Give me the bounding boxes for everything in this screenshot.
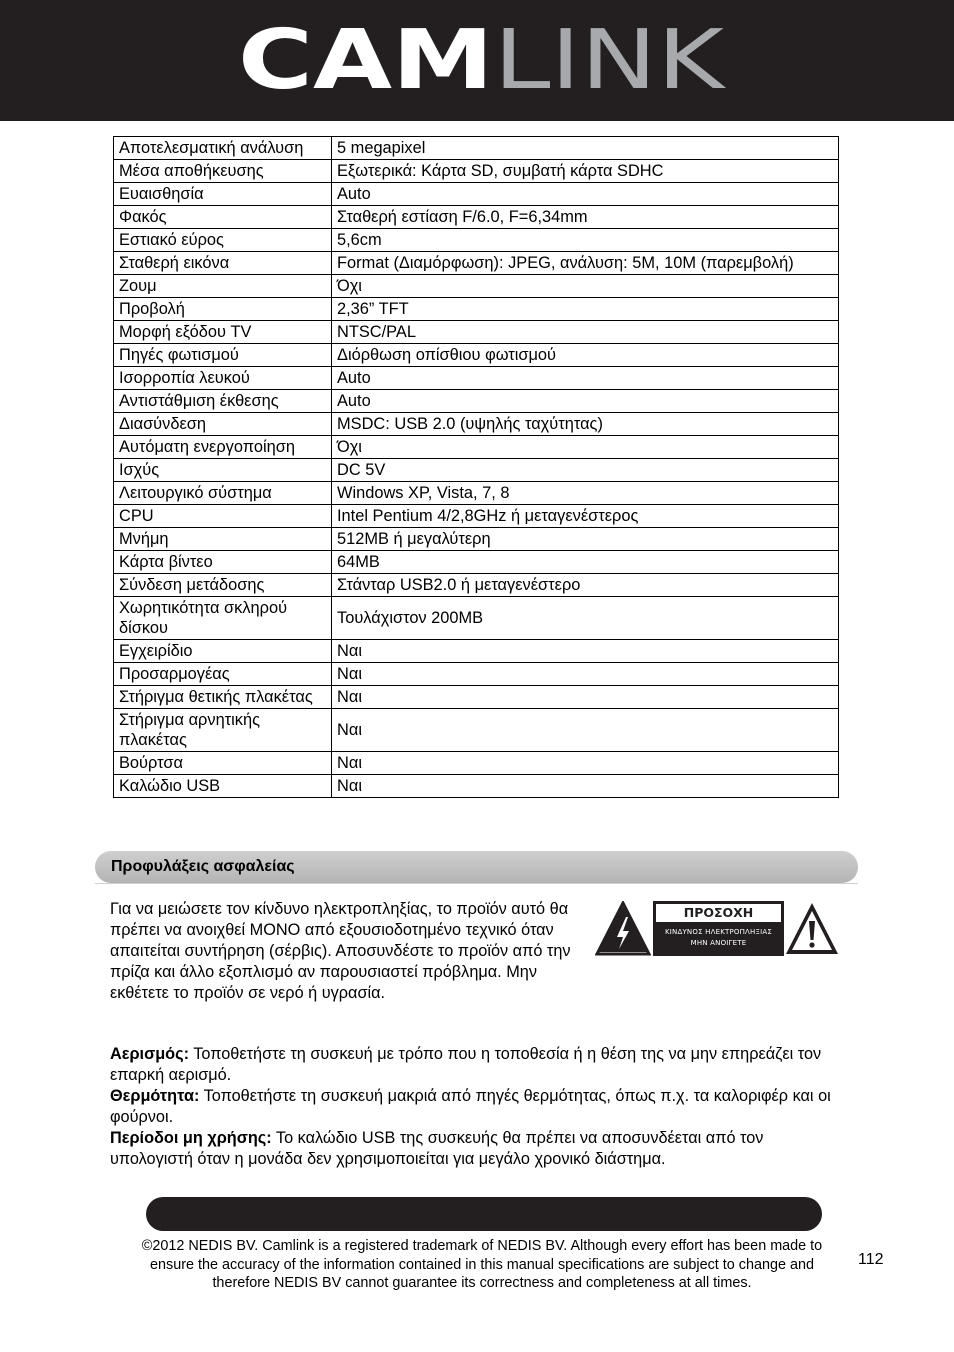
safety-notes <box>110 1044 850 1170</box>
header-band <box>0 0 954 121</box>
spec-label: Λειτουργικό σύστημα <box>114 482 332 505</box>
spec-label: Μορφή εξόδου TV <box>114 321 332 344</box>
spec-row <box>114 367 839 390</box>
spec-value: Format (Διαμόρφωση): JPEG, ανάλυση: 5M, 10M (παρεμβολή) <box>332 252 839 275</box>
spec-value: NTSC/PAL <box>332 321 839 344</box>
spec-label: Διασύνδεση <box>114 413 332 436</box>
spec-label: Στήριγμα αρνητικής πλακέτας <box>114 709 332 752</box>
spec-label: Εστιακό εύρος <box>114 229 332 252</box>
svg-text:CAMLINK <box>238 22 726 98</box>
spec-value: Σταθερή εστίαση F/6.0, F=6,34mm <box>332 206 839 229</box>
spec-label: Χωρητικότητα σκληρού δίσκου <box>114 597 332 640</box>
spec-row <box>114 206 839 229</box>
spec-value: Στάνταρ USB2.0 ή μεταγενέστερο <box>332 574 839 597</box>
spec-value: Auto <box>332 367 839 390</box>
spec-label: Αποτελεσματική ανάλυση <box>114 137 332 160</box>
section-divider <box>95 883 858 884</box>
spec-label: Βούρτσα <box>114 752 332 775</box>
spec-value: Ναι <box>332 775 839 798</box>
spec-value: Ναι <box>332 640 839 663</box>
spec-label: Προσαρμογέας <box>114 663 332 686</box>
spec-label: Ζουμ <box>114 275 332 298</box>
safety-note <box>110 1086 850 1128</box>
spec-row <box>114 459 839 482</box>
spec-label: Ισορροπία λευκού <box>114 367 332 390</box>
spec-value: 512MB ή μεγαλύτερη <box>332 528 839 551</box>
spec-row <box>114 640 839 663</box>
section-header-bar <box>95 851 858 883</box>
specifications-table <box>113 136 839 798</box>
spec-label: Αντιστάθμιση έκθεσης <box>114 390 332 413</box>
footer-copyright: ©2012 NEDIS BV. Camlink is a registered trademark of NEDIS BV. Although every effort has been made to ensure the accuracy of the information contained in this manual specifications are subject to change and therefore NEDIS BV cannot guarantee its correctness and completeness at all times. <box>141 1238 823 1291</box>
spec-label: Ισχύς <box>114 459 332 482</box>
spec-value: Ναι <box>332 752 839 775</box>
spec-label: Μέσα αποθήκευσης <box>114 160 332 183</box>
spec-row <box>114 413 839 436</box>
spec-label: Σύνδεση μετάδοσης <box>114 574 332 597</box>
spec-value: Ναι <box>332 709 839 752</box>
spec-label: Ευαισθησία <box>114 183 332 206</box>
spec-row <box>114 663 839 686</box>
spec-value: DC 5V <box>332 459 839 482</box>
spec-value: Ναι <box>332 663 839 686</box>
spec-value: Ναι <box>332 686 839 709</box>
spec-row <box>114 752 839 775</box>
spec-row <box>114 390 839 413</box>
spec-row <box>114 775 839 798</box>
spec-row <box>114 505 839 528</box>
spec-row <box>114 252 839 275</box>
page-number: 112 <box>858 1251 884 1268</box>
spec-value: Όχι <box>332 436 839 459</box>
safety-note <box>110 1044 850 1086</box>
note-text: Τοποθετήστε τη συσκευή με τρόπο που η τοποθεσία ή η θέση της να μην επηρεάζει τον επαρκή αερισμό. <box>110 1045 822 1084</box>
spec-row <box>114 551 839 574</box>
spec-value: Εξωτερικά: Κάρτα SD, συμβατή κάρτα SDHC <box>332 160 839 183</box>
spec-row <box>114 574 839 597</box>
spec-value: 5 megapixel <box>332 137 839 160</box>
section-title: Προφυλάξεις ασφαλείας <box>111 858 295 875</box>
spec-label: Στήριγμα θετικής πλακέτας <box>114 686 332 709</box>
spec-value: Τουλάχιστον 200MB <box>332 597 839 640</box>
warning-line-2: ΜΗΝ ΑΝΟΙΓΕΤΕ <box>690 939 747 947</box>
spec-value: Όχι <box>332 275 839 298</box>
spec-label: Σταθερή εικόνα <box>114 252 332 275</box>
spec-row <box>114 321 839 344</box>
spec-row <box>114 183 839 206</box>
footer-bar <box>146 1197 822 1231</box>
logo-link: LINK <box>493 22 679 98</box>
logo-cam: CAM <box>238 22 444 98</box>
exclamation-triangle-icon <box>784 901 840 956</box>
spec-label: Αυτόματη ενεργοποίηση <box>114 436 332 459</box>
warning-line-1: ΚΙΝΔΥΝΟΣ ΗΛΕΚΤΡΟΠΛΗΞΙΑΣ <box>664 928 773 936</box>
warning-heading: ΠΡΟΣΟΧΗ <box>656 904 781 922</box>
note-text: Το καλώδιο USB της συσκευής θα πρέπει να αποσυνδέεται από τον υπολογιστή όταν η μονάδα δεν χρησιμοποιείται για μεγάλο χρονικό διάστημα. <box>110 1129 764 1168</box>
spec-row <box>114 344 839 367</box>
spec-row <box>114 298 839 321</box>
spec-row <box>114 160 839 183</box>
spec-value: Διόρθωση οπίσθιου φωτισμού <box>332 344 839 367</box>
note-term: Θερμότητα: <box>110 1087 200 1105</box>
safety-note <box>110 1128 850 1170</box>
spec-row <box>114 229 839 252</box>
spec-row <box>114 528 839 551</box>
note-term: Περίοδοι μη χρήσης: <box>110 1129 272 1147</box>
spec-row <box>114 275 839 298</box>
spec-row <box>114 709 839 752</box>
spec-value: Intel Pentium 4/2,8GHz ή μεταγενέστερος <box>332 505 839 528</box>
camlink-logo <box>236 22 726 98</box>
spec-row <box>114 482 839 505</box>
spec-value: 5,6cm <box>332 229 839 252</box>
spec-row <box>114 597 839 640</box>
note-term: Αερισμός: <box>110 1045 190 1063</box>
note-text: Τοποθετήστε τη συσκευή μακριά από πηγές θερμότητας, όπως π.χ. τα καλοριφέρ και οι φούρνοι. <box>110 1087 831 1126</box>
spec-label: Προβολή <box>114 298 332 321</box>
spec-value: 2,36” TFT <box>332 298 839 321</box>
spec-label: Καλώδιο USB <box>114 775 332 798</box>
spec-value: MSDC: USB 2.0 (υψηλής ταχύτητας) <box>332 413 839 436</box>
spec-value: Auto <box>332 183 839 206</box>
lightning-triangle-icon <box>595 901 651 956</box>
spec-label: Μνήμη <box>114 528 332 551</box>
spec-value: Windows XP, Vista, 7, 8 <box>332 482 839 505</box>
spec-row <box>114 137 839 160</box>
spec-row <box>114 436 839 459</box>
spec-label: Πηγές φωτισμού <box>114 344 332 367</box>
spec-value: Auto <box>332 390 839 413</box>
spec-row <box>114 686 839 709</box>
spec-value: 64MB <box>332 551 839 574</box>
spec-label: Φακός <box>114 206 332 229</box>
safety-intro-text: Για να μειώσετε τον κίνδυνο ηλεκτροπληξίας, το προϊόν αυτό θα πρέπει να ανοιχθεί ΜΟΝΟ από εξουσιοδοτημένο τεχνικό όταν απαιτείται συντήρηση (σέρβις). Αποσυνδέστε το προϊόν από την πρίζα και άλλο εξοπλισμό αν παρουσιαστεί πρόβλημα. Μην εκθέτετε το προϊόν σε νερό ή υγρασία. <box>110 900 571 1002</box>
warning-label <box>653 901 784 956</box>
spec-label: CPU <box>114 505 332 528</box>
spec-label: Εγχειρίδιο <box>114 640 332 663</box>
spec-label: Κάρτα βίντεο <box>114 551 332 574</box>
